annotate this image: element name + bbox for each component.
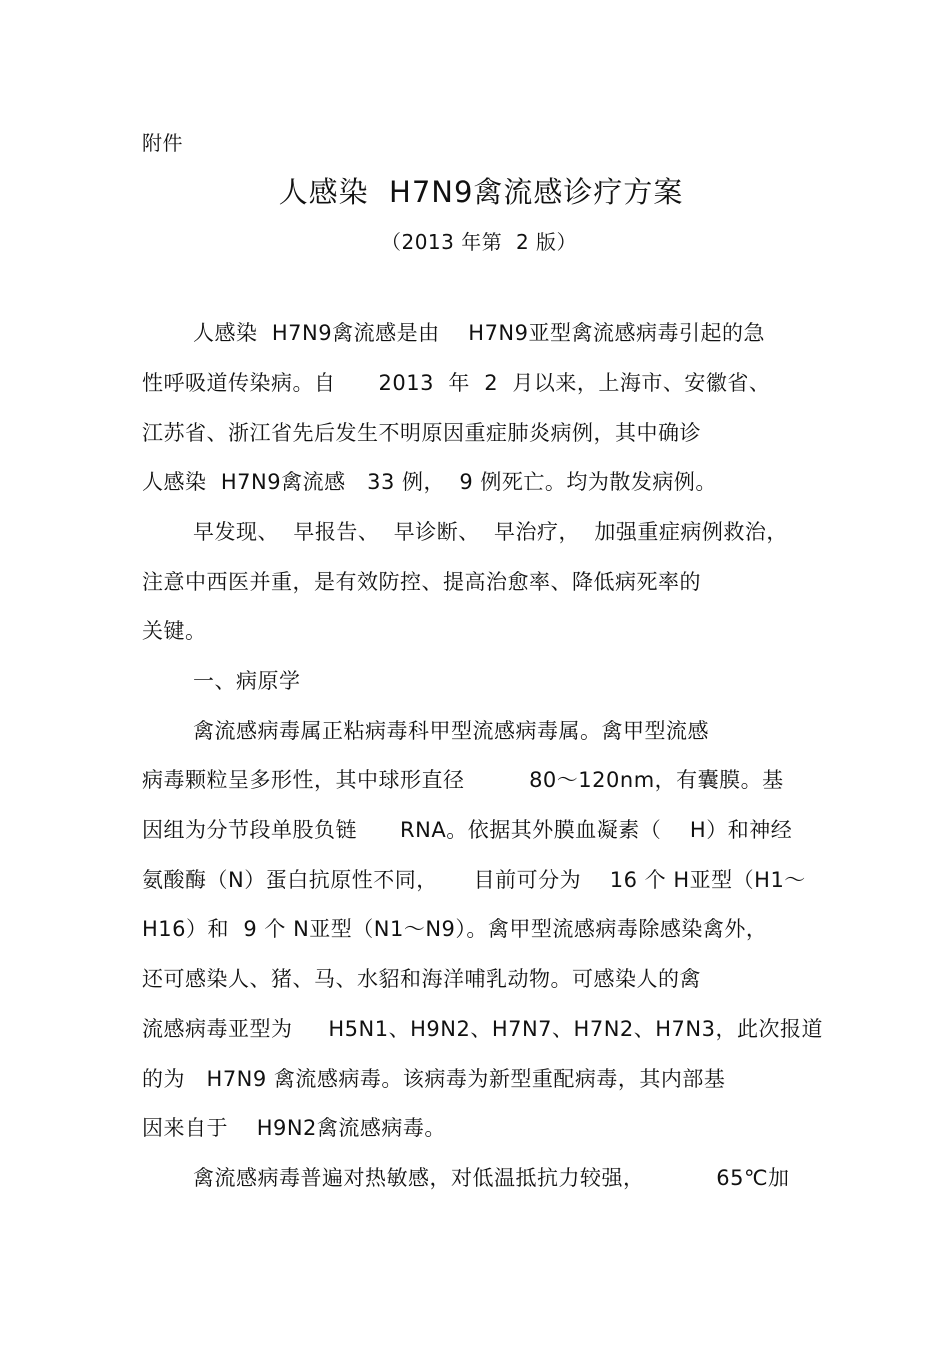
body-line: 关键。 [142, 619, 207, 643]
body-line: 病毒颗粒呈多形性，其中球形直径 80～120nm，有囊膜。基 [142, 768, 784, 792]
body-line: 禽流感病毒普遍对热敏感，对低温抵抗力较强， 65℃加 [193, 1166, 790, 1190]
document-title: 人感染 H7N9禽流感诊疗方案 [278, 175, 684, 209]
body-line: H16）和 9 个 N亚型（N1～N9）。禽甲型流感病毒除感染禽外， [142, 917, 768, 941]
body-line: 注意中西医并重，是有效防控、提高治愈率、降低病死率的 [142, 570, 701, 594]
body-line: 禽流感病毒属正粘病毒科甲型流感病毒属。禽甲型流感 [193, 719, 709, 743]
body-line: 流感病毒亚型为 H5N1、H9N2、H7N7、H7N2、H7N3，此次报道 [142, 1017, 823, 1041]
body-line: 因组为分节段单股负链 RNA。依据其外膜血凝素（ H）和神经 [142, 818, 793, 842]
section-heading: 一、病原学 [193, 669, 301, 693]
attachment-label: 附件 [142, 131, 183, 155]
body-line: 还可感染人、猪、马、水貂和海洋哺乳动物。可感染人的禽 [142, 967, 701, 991]
body-line: 早发现、 早报告、 早诊断、 早治疗， 加强重症病例救治， [193, 520, 788, 544]
body-line: 因来自于 H9N2禽流感病毒。 [142, 1116, 446, 1140]
body-line: 江苏省、浙江省先后发生不明原因重症肺炎病例，其中确诊 [142, 421, 701, 445]
body-line: 的为 H7N9 禽流感病毒。该病毒为新型重配病毒，其内部基 [142, 1067, 726, 1091]
body-line: 性呼吸道传染病。自 2013 年 2 月以来，上海市、安徽省、 [142, 371, 771, 395]
body-line: 人感染 H7N9禽流感 33 例， 9 例死亡。均为散发病例。 [142, 470, 717, 494]
body-line: 氨酸酶（N）蛋白抗原性不同， 目前可分为 16 个 H亚型（H1～ [142, 868, 806, 892]
document-subtitle: （2013 年第 2 版） [380, 230, 578, 254]
body-line: 人感染 H7N9禽流感是由 H7N9亚型禽流感病毒引起的急 [193, 321, 765, 345]
